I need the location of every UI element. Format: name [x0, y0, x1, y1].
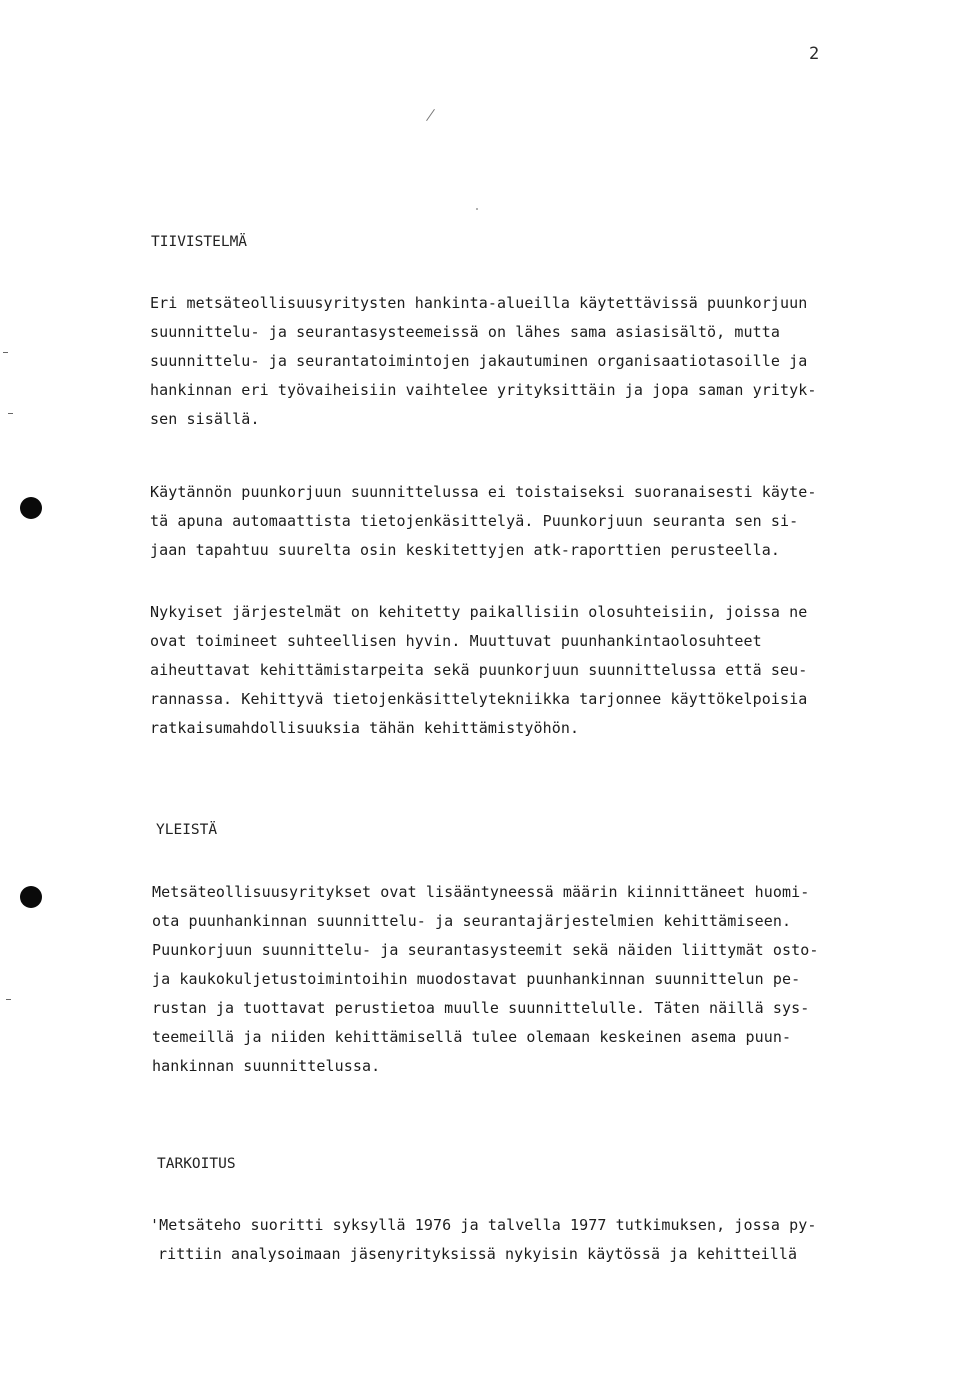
- margin-mark: [3, 352, 8, 353]
- section-heading-yleista: YLEISTÄ: [156, 822, 218, 838]
- text-line: Puunkorjuun suunnittelu- ja seurantasysteemit sekä näiden liittymät osto-: [152, 941, 819, 959]
- text-line: tä apuna automaattista tietojenkäsittelyä. Puunkorjuun seuranta sen si-: [150, 512, 799, 530]
- text-line: hankinnan suunnittelussa.: [152, 1057, 381, 1075]
- margin-mark: [8, 413, 13, 414]
- text-line: aiheuttavat kehittämistarpeita sekä puunkorjuun suunnittelussa että seu-: [150, 661, 808, 679]
- punch-hole-top: [20, 497, 42, 519]
- text-line: Eri metsäteollisuusyritysten hankinta-alueilla käytettävissä puunkorjuun: [150, 294, 808, 312]
- paragraph: [152, 878, 819, 1081]
- paragraph: [150, 598, 807, 743]
- speck: [476, 208, 478, 210]
- text-line: rittiin analysoimaan jäsenyrityksissä nykyisin käytössä ja kehitteillä: [158, 1245, 798, 1263]
- section-heading-tarkoitus: TARKOITUS: [157, 1156, 236, 1172]
- paragraph: [150, 478, 817, 565]
- text-line: ratkaisumahdollisuuksia tähän kehittämistyöhön.: [150, 719, 580, 737]
- text-line: rannassa. Kehittyvä tietojenkäsittelytekniikka tarjonnee käyttökelpoisia: [150, 690, 808, 708]
- text-line: suunnittelu- ja seurantatoimintojen jakautuminen organisaatiotasoille ja: [150, 352, 808, 370]
- text-line: Käytännön puunkorjuun suunnittelussa ei toistaiseksi suoranaisesti käyte-: [150, 483, 817, 501]
- page-number: 2: [809, 44, 820, 64]
- text-line: Nykyiset järjestelmät on kehitetty paikallisiin olosuhteisiin, joissa ne: [150, 603, 808, 621]
- text-line: teemeillä ja niiden kehittämisellä tulee olemaan keskeinen asema puun-: [152, 1028, 792, 1046]
- text-line: ovat toimineet suhteellisen hyvin. Muuttuvat puunhankintaolosuhteet: [150, 632, 762, 650]
- stray-mark: [426, 109, 435, 121]
- text-line: 'Metsäteho suoritti syksyllä 1976 ja talvella 1977 tutkimuksen, jossa py-: [150, 1216, 817, 1234]
- text-line: jaan tapahtuu suurelta osin keskitettyjen atk-raporttien perusteella.: [150, 541, 781, 559]
- section-heading-tiivistelma: TIIVISTELMÄ: [151, 234, 248, 250]
- text-line: ja kaukokuljetustoimintoihin muodostavat puunhankinnan suunnittelun pe-: [152, 970, 801, 988]
- text-line: sen sisällä.: [150, 410, 260, 428]
- text-line: suunnittelu- ja seurantasysteemeissä on lähes sama asiasisältö, mutta: [150, 323, 781, 341]
- punch-hole-bottom: [20, 886, 42, 908]
- margin-mark: [6, 999, 11, 1000]
- text-line: rustan ja tuottavat perustietoa muulle suunnittelulle. Täten näillä sys-: [152, 999, 810, 1017]
- paragraph: [150, 289, 817, 434]
- paragraph: [150, 1211, 817, 1269]
- text-line: Metsäteollisuusyritykset ovat lisääntyneessä määrin kiinnittäneet huomi-: [152, 883, 810, 901]
- text-line: ota puunhankinnan suunnittelu- ja seurantajärjestelmien kehittämiseen.: [152, 912, 792, 930]
- text-line: hankinnan eri työvaiheisiin vaihtelee yrityksittäin ja jopa saman yrityk-: [150, 381, 817, 399]
